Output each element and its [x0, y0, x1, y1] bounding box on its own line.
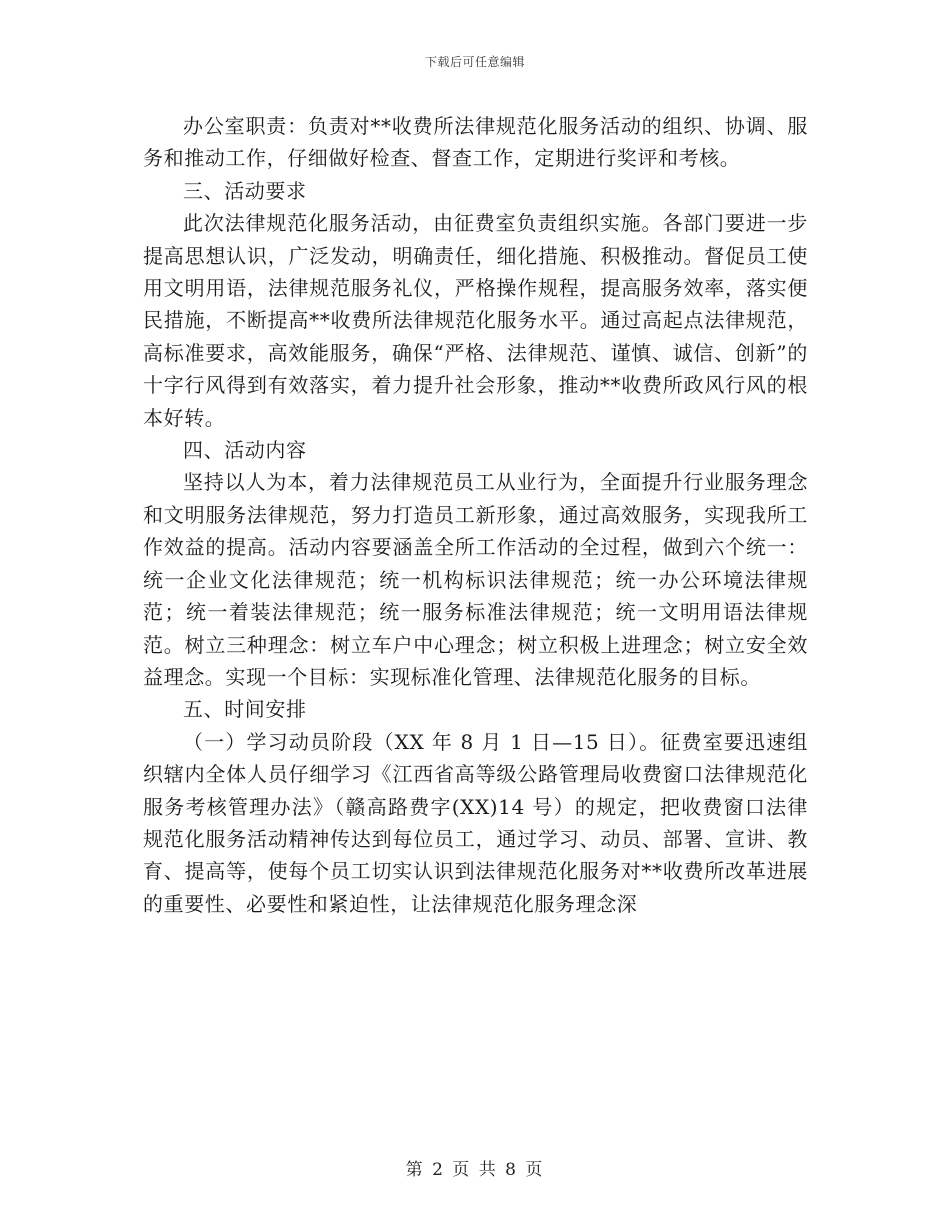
page-header: 下载后可任意编辑 [424, 55, 525, 69]
section-heading-schedule: 五、时间安排 [183, 697, 307, 722]
document-body [143, 110, 808, 920]
paragraph-schedule-stage-one: （一）学习动员阶段（XX 年 8 月 1 日—15 日）。征费室要迅速组织辖内全体人员仔细学习《江西省高等级公路管理局收费窗口法律规范化服务考核管理办法》（赣高路费字(XX)14 号）的规定，把收费窗口法律规范化服务活动精神传达到每位员工，通过学习、动员、部署、宣讲、教育、提高等，使每个员工切实认识到法律规范化服务对**收费所改革进展的重要性、必要性和紧迫性，让法律规范化服务理念深 [143, 729, 808, 916]
paragraph-activity-content: 坚持以人为本，着力法律规范员工从业行为，全面提升行业服务理念和文明服务法律规范，努力打造员工新形象，通过高效服务，实现我所工作效益的提高。活动内容要涵盖全所工作活动的全过程，做到六个统一：统一企业文化法律规范；统一机构标识法律规范；统一办公环境法律规范；统一着装法律规范；统一服务标准法律规范；统一文明用语法律规范。树立三种理念：树立车户中心理念；树立积极上进理念；树立安全效益理念。实现一个目标：实现标准化管理、法律规范化服务的目标。 [143, 470, 808, 689]
page-number: 第 2 页 共 8 页 [405, 1160, 545, 1180]
paragraph-activity-requirements: 此次法律规范化服务活动，由征费室负责组织实施。各部门要进一步提高思想认识，广泛发动，明确责任，细化措施、积极推动。督促员工使用文明用语，法律规范服务礼仪，严格操作规程，提高服务效率，落实便民措施，不断提高**收费所法律规范化服务水平。通过高起点法律规范，高标准要求，高效能服务，确保“严格、法律规范、谨慎、诚信、创新”的十字行风得到有效落实，着力提升社会形象，推动**收费所政风行风的根本好转。 [143, 211, 808, 430]
section-heading-activity-content: 四、活动内容 [183, 438, 307, 463]
paragraph-office-duties: 办公室职责：负责对**收费所法律规范化服务活动的组织、协调、服务和推动工作，仔细做好检查、督查工作，定期进行奖评和考核。 [143, 114, 808, 171]
section-heading-activity-requirements: 三、活动要求 [183, 178, 307, 203]
